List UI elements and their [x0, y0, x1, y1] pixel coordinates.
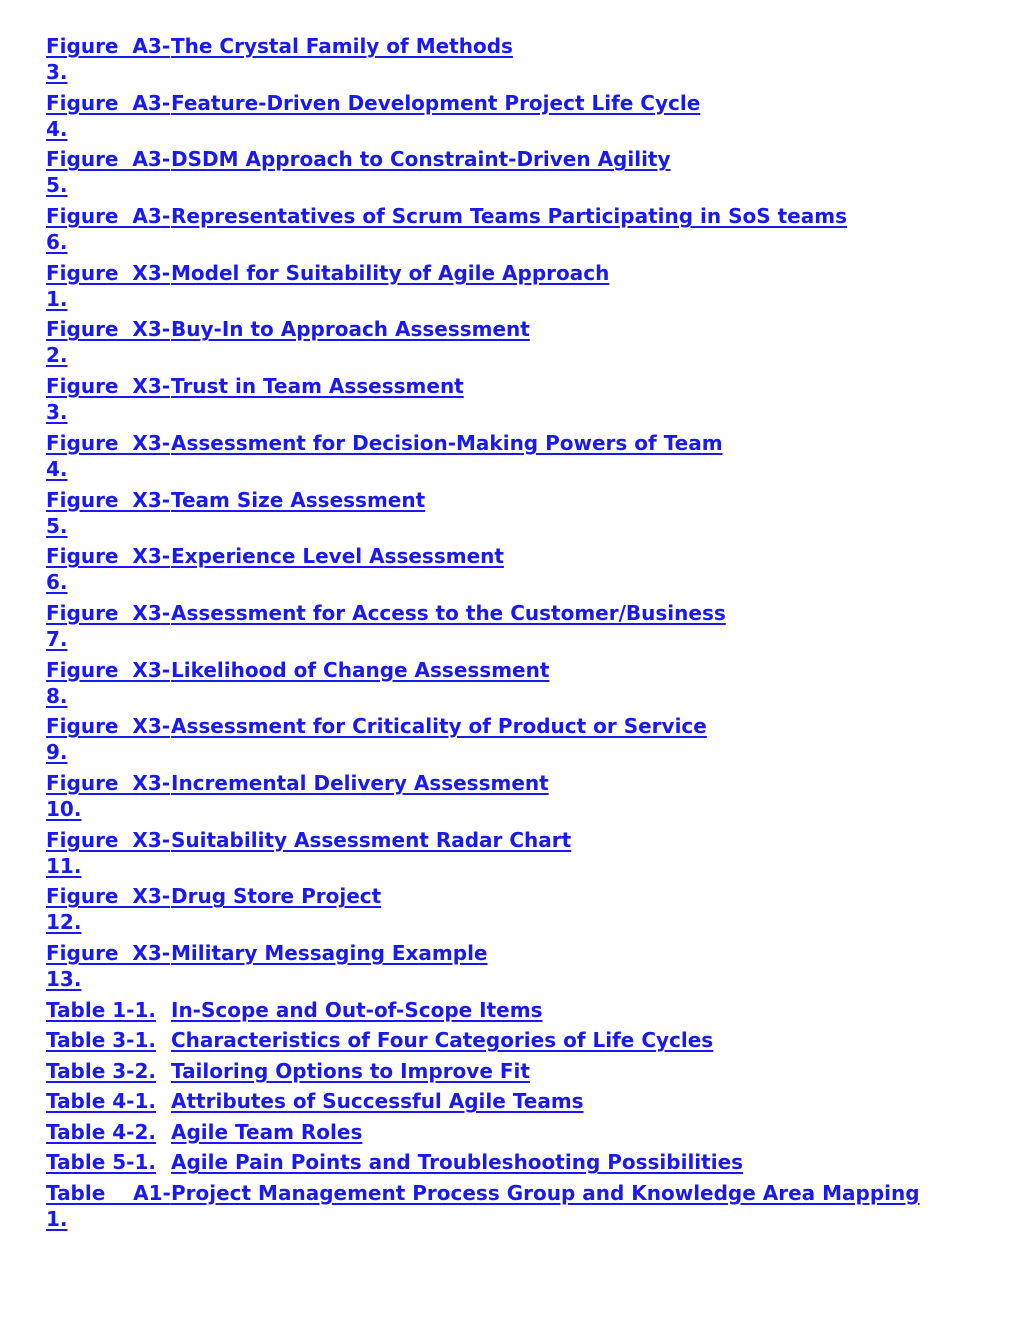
table-number-link[interactable]: Table 4-2. — [46, 1119, 156, 1144]
toc-entry — [46, 90, 986, 147]
figure-number-link[interactable]: Figure X3- 12. — [46, 884, 171, 935]
toc-entry — [46, 1119, 986, 1150]
toc-entry — [46, 1180, 986, 1237]
figure-title-link[interactable]: Model for Suitability of Agile Approach — [171, 260, 610, 285]
figure-title-link[interactable]: Buy-In to Approach Assessment — [171, 317, 530, 342]
table-number-link[interactable]: Table 3-1. — [46, 1028, 156, 1053]
figure-title-link[interactable]: Incremental Delivery Assessment — [171, 770, 549, 795]
figure-title-link[interactable]: Trust in Team Assessment — [171, 374, 464, 399]
figure-title-link[interactable]: Military Messaging Example — [171, 941, 488, 965]
figure-number-link[interactable]: Table A1- 1. — [46, 1180, 171, 1231]
table-title-link[interactable]: In-Scope and Out-of-Scope Items — [171, 997, 543, 1022]
toc-entry — [46, 940, 986, 997]
table-title-link[interactable]: Attributes of Successful Agile Teams — [171, 1089, 584, 1114]
table-number-link[interactable]: Table 4-1. — [46, 1089, 156, 1114]
toc-entry — [46, 827, 986, 884]
figure-number-link[interactable]: Figure X3- 13. — [46, 941, 171, 991]
figure-number-link[interactable]: Figure X3- 7. — [46, 600, 171, 651]
toc-entry — [46, 543, 986, 600]
figure-title-link[interactable]: Assessment for Criticality of Product or Service — [171, 714, 707, 739]
toc-entry — [46, 600, 986, 657]
figure-number-link[interactable]: Figure X3- 11. — [46, 827, 171, 878]
toc-entry — [46, 1027, 986, 1058]
toc-entry — [46, 203, 986, 260]
figure-number-link[interactable]: Figure X3- 10. — [46, 770, 171, 821]
figure-number-link[interactable]: Figure A3- 3. — [46, 34, 171, 84]
figure-number-link[interactable]: Figure X3- 4. — [46, 430, 171, 481]
figure-title-link[interactable]: Project Management Process Group and Knowledge Area Mapping — [171, 1180, 920, 1205]
figure-number-link[interactable]: Figure X3- 2. — [46, 317, 171, 368]
figure-title-link[interactable]: Assessment for Decision-Making Powers of Team — [171, 430, 723, 455]
figure-number-link[interactable]: Figure A3- 5. — [46, 147, 171, 198]
figure-title-link[interactable]: Experience Level Assessment — [171, 544, 504, 569]
toc-entry — [46, 713, 986, 770]
figure-title-link[interactable]: Suitability Assessment Radar Chart — [171, 827, 572, 852]
list-of-figures-and-tables — [46, 33, 986, 1236]
toc-entry — [46, 997, 986, 1028]
figure-title-link[interactable]: Drug Store Project — [171, 884, 382, 909]
figure-number-link[interactable]: Figure X3- 1. — [46, 260, 171, 311]
toc-entry — [46, 657, 986, 714]
figure-number-link[interactable]: Figure X3- 9. — [46, 714, 171, 765]
figure-number-link[interactable]: Figure X3- 6. — [46, 544, 171, 595]
figure-title-link[interactable]: Feature-Driven Development Project Life Cycle — [171, 90, 701, 115]
toc-entry — [46, 883, 986, 940]
table-number-link[interactable]: Table 1-1. — [46, 997, 156, 1022]
figure-title-link[interactable]: DSDM Approach to Constraint-Driven Agility — [171, 147, 671, 172]
figure-number-link[interactable]: Figure X3- 8. — [46, 657, 171, 708]
toc-entry — [46, 316, 986, 373]
figure-number-link[interactable]: Figure X3- 3. — [46, 374, 171, 425]
toc-entry — [46, 1088, 986, 1119]
table-title-link[interactable]: Tailoring Options to Improve Fit — [171, 1058, 530, 1083]
table-number-link[interactable]: Table 3-2. — [46, 1058, 156, 1083]
toc-entry — [46, 33, 986, 90]
table-title-link[interactable]: Agile Pain Points and Troubleshooting Possibilities — [171, 1150, 744, 1175]
figure-title-link[interactable]: Assessment for Access to the Customer/Business — [171, 600, 726, 625]
figure-number-link[interactable]: Figure X3- 5. — [46, 487, 171, 538]
toc-entry — [46, 1149, 986, 1180]
toc-entry — [46, 146, 986, 203]
toc-entry — [46, 770, 986, 827]
table-title-link[interactable]: Characteristics of Four Categories of Life Cycles — [171, 1028, 714, 1053]
figure-number-link[interactable]: Figure A3- 4. — [46, 90, 171, 141]
toc-entry — [46, 260, 986, 317]
toc-entry — [46, 373, 986, 430]
table-number-link[interactable]: Table 5-1. — [46, 1150, 156, 1175]
table-title-link[interactable]: Agile Team Roles — [171, 1119, 363, 1144]
figure-title-link[interactable]: Representatives of Scrum Teams Participating in SoS teams — [171, 204, 847, 229]
figure-title-link[interactable]: Likelihood of Change Assessment — [171, 657, 550, 682]
toc-entry — [46, 487, 986, 544]
figure-title-link[interactable]: Team Size Assessment — [171, 487, 426, 512]
figure-number-link[interactable]: Figure A3- 6. — [46, 204, 171, 255]
toc-entry — [46, 430, 986, 487]
figure-title-link[interactable]: The Crystal Family of Methods — [171, 34, 513, 58]
toc-entry — [46, 1058, 986, 1089]
